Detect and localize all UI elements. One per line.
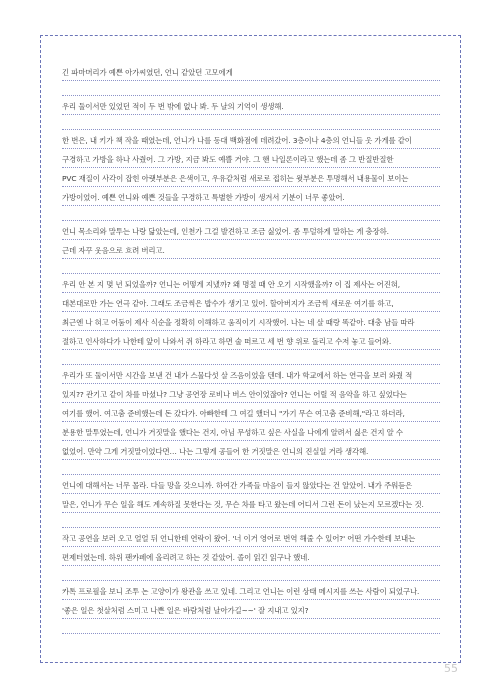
text-line: 우리가 또 둘이서만 시간을 보낸 건 내가 스물다섯 살 즈음이었을 텐데. 내가 학교에서 하는 연극을 보러 와줬 적 [62, 365, 440, 384]
blank-line [62, 350, 440, 365]
text-line: 우리 안 본 지 몇 년 되었을까? 언니는 어떻게 지냈까? 왜 명절 때 안 오기 시작했을까? 이 집 제사는 어진혀, [62, 274, 440, 293]
blank-line [62, 81, 440, 96]
blank-line [62, 513, 440, 528]
letter-body [62, 62, 440, 634]
text-line: 대본대로만 가는 연극 같아. 그래도 조금씩은 밥수가 생기고 있어. 할아버지가 조금씩 새로운 여기를 하고, [62, 293, 440, 312]
paragraph-translation-request [62, 528, 440, 581]
paragraph-family-talk [62, 475, 440, 528]
blank-line [62, 619, 440, 634]
text-line: 절하고 인사하다가 나한테 앞이 나와서 쥐 하라고 하면 술 떠르고 세 번 향 위로 돌리고 수저 놓고 들어와. [62, 331, 440, 350]
text-line: 우리 둘이서만 있었던 적이 두 번 밖에 없나 봐. 두 날의 기억이 생생해. [62, 96, 440, 115]
paragraph-memory-intro [62, 96, 440, 130]
text-line: 없었어. 만약 그게 거짓말이었다면… 나는 그렇게 공들어 한 거짓말은 언니의 진실일 거라 생각해. [62, 441, 440, 460]
blank-line [62, 259, 440, 274]
paragraph-theater-visit [62, 365, 440, 475]
letter-salutation [62, 62, 440, 96]
text-line: '좋은 일은 첫살처럼 스미고 나쁜 일은 바람처럼 날아가길~~' 잘 지내고 있지? [62, 600, 440, 619]
text-line: 카톡 프로필을 보니 조투 논 고양이가 왕관을 쓰고 있네. 그리고 언니는 이런 상태 메시지를 쓰는 사람이 되었구나. [62, 581, 440, 600]
blank-line [62, 115, 440, 130]
text-line: PVC 재질이 사각이 잡힌 아랫부분은 은색이고, 우유같처럼 새로로 접히는 윗부분은 투명해서 내용물이 보이는 [62, 168, 440, 187]
text-line: 분용한 말투였는데, 언니가 거짓말을 했다는 건지, 아님 무성하고 싶은 사실을 나에게 알려서 싫은 건지 알 수 [62, 422, 440, 441]
text-line: 말은, 언니가 무슨 일을 해도 계속하질 못한다는 것, 무슨 차를 타고 왔는데 어디서 그런 돈이 났는지 모르겠다는 것. [62, 494, 440, 513]
paragraph-kakao-profile [62, 581, 440, 634]
text-line: 최근엔 나 혀고 어둠이 제사 식순을 정확히 이해하고 움직이기 시작했어. 나는 네 살 때랑 똑같아. 대충 남들 따라 [62, 312, 440, 331]
text-line: 여기를 했어. 여고춤 준비했는데 돈 갔다가. 아빠한테 그 여길 했더니 "가기 무슨 여고춤 준비해,"라고 하더라, [62, 403, 440, 422]
text-line: 긴 파마머리가 예쁜 아가씨였던, 언니 같았던 고모에게 [62, 62, 440, 81]
page-number: 55 [444, 662, 458, 675]
blank-line [62, 566, 440, 581]
text-line: 편제터였는데. 하위 팬카페에 올리려고 하는 것 같았어. 졸이 읽긴 읽구나 했네. [62, 547, 440, 566]
text-line: 가방이었어. 예쁜 언니와 예쁜 것들을 구경하고 특별한 가방이 생겨서 기분이 너무 좋았어. [62, 187, 440, 206]
text-line: 한 번은, 내 키가 책 작을 때였는데, 언니가 나를 동대 백화점에 데려갔어. 3층이나 4층의 언니들 옷 가게를 같이 [62, 130, 440, 149]
text-line: 언니에 대해서는 너무 몰라. 다들 망을 갖으니까. 하여간 가족들 마음이 들지 않았다는 건 알았어. 내가 주워듣은 [62, 475, 440, 494]
paragraph-voice [62, 221, 440, 274]
text-line: 있지?? 관기고 같이 차를 마셨나? 그냥 공연장 로비나 버스 안이었잖아? 언니는 어릴 적 음악을 하고 싶었다는 [62, 384, 440, 403]
blank-line [62, 206, 440, 221]
text-line: 언니 목소리와 말투는 나랑 닮았는데, 인천가 그걸 발견하고 조금 싫었어. 좀 투덜하게 말하는 게 충장하. [62, 221, 440, 240]
text-line: 근데 자꾸 웃음으로 흐려 버리고. [62, 240, 440, 259]
blank-line [62, 460, 440, 475]
text-line: 작고 공연을 보러 오고 얼얼 뒤 언니한테 연락이 왔어. '너 이거 영어로 번역 해줄 수 있어?' 어떤 가수한테 보내는 [62, 528, 440, 547]
paragraph-ancestral-rites [62, 274, 440, 365]
paragraph-department-store [62, 130, 440, 221]
text-line: 구경하고 가방을 하나 사줬어. 그 가방, 지금 봐도 예쁠 거야. 그 핸 나일론이라고 했는데 좀 그 반질반질한 [62, 149, 440, 168]
